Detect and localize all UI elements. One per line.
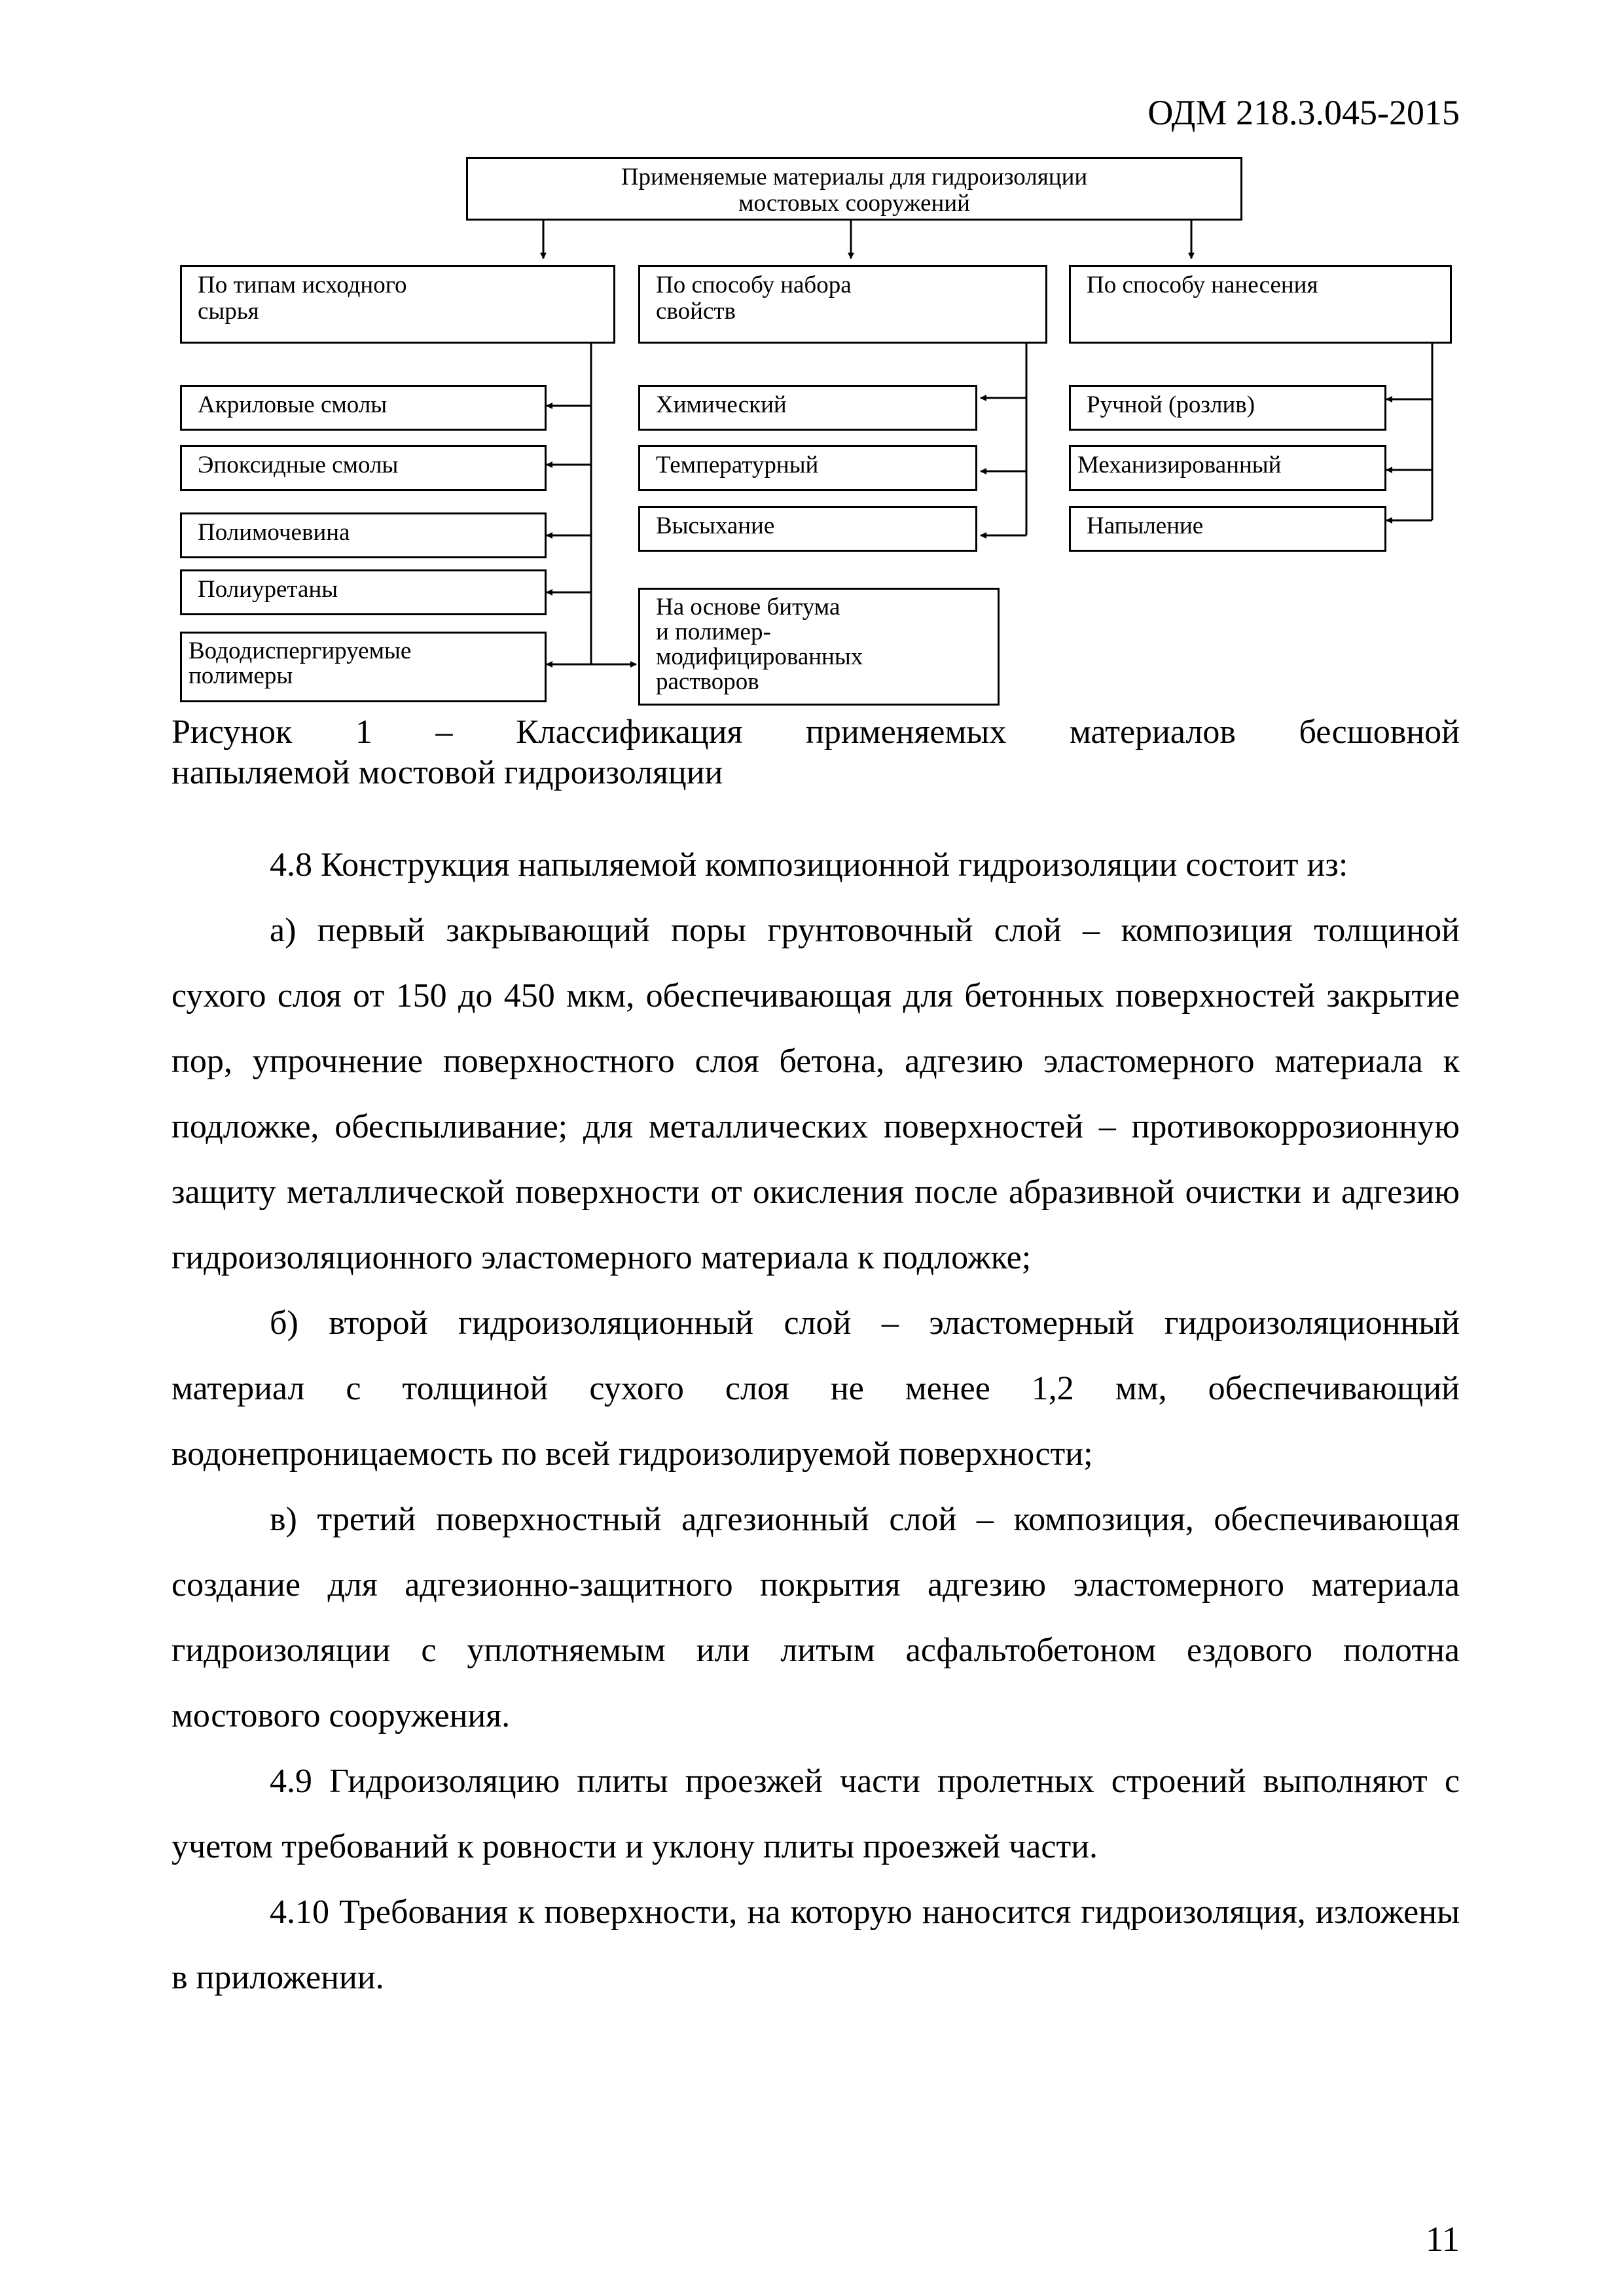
item-box-acrylic: Акриловые смолы <box>180 385 547 431</box>
item-box-drying: Высыхание <box>638 506 977 552</box>
page-number: 11 <box>1426 2219 1460 2259</box>
classification-diagram <box>0 0 1624 720</box>
item-box-polyurethane: Полиуретаны <box>180 569 547 615</box>
item-box-epoxy: Эпоксидные смолы <box>180 445 547 491</box>
paragraph-4-10: 4.10 Требования к поверхности, на которую наносится гидроизоляция, изложены в приложении. <box>171 1893 1460 1996</box>
item-box-chemical: Химический <box>638 385 977 431</box>
caption-line-2: напыляемой мостовой гидроизоляции <box>171 754 723 791</box>
document-code: ОДМ 218.3.045-2015 <box>1147 93 1460 132</box>
item-box-mechanized: Механизированный <box>1069 445 1386 491</box>
paragraph-item-c: в) третий поверхностный адгезионный слой – композиция, обеспечивающая создание для адгезионно-защитного покрытия адгезию эластомерного материала гидроизоляции с уплотняемым или литым асфальтобетоном ездового полотна мостового сооружения. <box>171 1501 1460 1734</box>
diagram-root-box: Применяемые материалы для гидроизоляции мостовых сооружений <box>466 157 1242 221</box>
category-box-application-method: По способу нанесения <box>1069 265 1452 344</box>
category-box-raw-material: По типам исходного сырья <box>180 265 615 344</box>
paragraph-4-8: 4.8 Конструкция напыляемой композиционной гидроизоляции состоит из: <box>270 846 1348 884</box>
paragraph-4-9: 4.9 Гидроизоляцию плиты проезжей части пролетных строений выполняют с учетом требований к ровности и уклону плиты проезжей части. <box>171 1763 1460 1865</box>
figure-caption <box>171 712 1460 793</box>
caption-line-1: Рисунок 1 – Классификация применяемых материалов бесшовной <box>171 713 1460 751</box>
item-box-polyurea: Полимочевина <box>180 512 547 558</box>
item-box-spraying: Напыление <box>1069 506 1386 552</box>
item-box-manual: Ручной (розлив) <box>1069 385 1386 431</box>
body-text <box>171 833 1460 2011</box>
category-box-property-method: По способу набора свойств <box>638 265 1047 344</box>
paragraph-item-b: б) второй гидроизоляционный слой – эластомерный гидроизоляционный материал с толщиной сухого слоя не менее 1,2 мм, обеспечивающий водонепроницаемость по всей гидроизолируемой поверхности; <box>171 1304 1460 1473</box>
paragraph-item-a: а) первый закрывающий поры грунтовочный слой – композиция толщиной сухого слоя от 150 до 450 мкм, обеспечивающая для бетонных поверхностей закрытие пор, упрочнение поверхностного слоя бетона, адгезию эластомерного материала к подложке, обеспыливание; для металлических поверхностей – противокоррозионную защиту металлической поверхности от окисления после абразивной очистки и адгезию гидроизоляционного эластомерного материала к подложке; <box>171 912 1460 1276</box>
item-box-water-dispersible: Вододиспергируемые полимеры <box>180 632 547 702</box>
item-box-thermal: Температурный <box>638 445 977 491</box>
item-box-bitumen: На основе битума и полимер- модифицированных растворов <box>638 588 1000 706</box>
